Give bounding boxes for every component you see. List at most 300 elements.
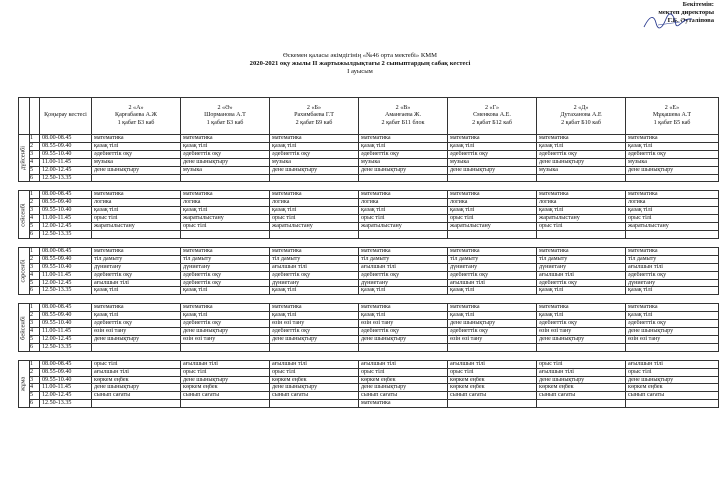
lesson-number: 5 <box>30 279 40 287</box>
subject-cell: қазақ тілі <box>448 312 537 320</box>
subject-cell: математика <box>448 247 537 255</box>
subject-cell: қазақ тілі <box>448 142 537 150</box>
subject-cell: математика <box>181 135 270 143</box>
lesson-time: 08.00-08.45 <box>40 247 92 255</box>
subject-cell: музыка <box>181 166 270 174</box>
subject-cell: жаратылыстану <box>181 215 270 223</box>
table-row <box>19 384 719 392</box>
subject-cell: өзін өзі тану <box>92 328 181 336</box>
lesson-number: 4 <box>30 384 40 392</box>
subject-cell: дүниетану <box>359 279 448 287</box>
lesson-number: 6 <box>30 287 40 295</box>
lesson-time: 11.00-11.45 <box>40 271 92 279</box>
header-class-d: 2 «Д» Дутаханова А.Е 2 қабат Б10 каб <box>537 98 626 135</box>
subject-cell <box>448 400 537 408</box>
table-row <box>19 166 719 174</box>
lesson-number: 6 <box>30 400 40 408</box>
subject-cell <box>270 230 359 238</box>
subject-cell: әдебиеттік оқу <box>181 279 270 287</box>
subject-cell <box>359 174 448 182</box>
subject-cell: қазақ тілі <box>537 207 626 215</box>
lesson-number: 3 <box>30 207 40 215</box>
subject-cell <box>537 174 626 182</box>
lesson-number: 1 <box>30 304 40 312</box>
lesson-time: 08.55-09.40 <box>40 312 92 320</box>
subject-cell: көркем еңбек <box>537 384 626 392</box>
table-row <box>19 368 719 376</box>
lesson-time: 08.55-09.40 <box>40 368 92 376</box>
table-row <box>19 142 719 150</box>
table-row <box>19 320 719 328</box>
subject-cell: математика <box>359 191 448 199</box>
lesson-number: 4 <box>30 328 40 336</box>
header-class-v: 2 «В» Аманғаева Ж. 2 қабат Б11 блок <box>359 98 448 135</box>
lesson-number: 3 <box>30 263 40 271</box>
subject-cell: математика <box>359 135 448 143</box>
subject-cell: әдебиеттік оқу <box>359 271 448 279</box>
signature-icon <box>640 13 696 31</box>
subject-cell <box>92 230 181 238</box>
subject-cell: математика <box>359 304 448 312</box>
subject-cell: математика <box>92 304 181 312</box>
subject-cell: математика <box>537 135 626 143</box>
subject-cell: ағылшын тілі <box>270 360 359 368</box>
subject-cell: математика <box>537 191 626 199</box>
subject-cell: математика <box>626 135 719 143</box>
lesson-time: 08.00-08.45 <box>40 304 92 312</box>
subject-cell: ағылшын тілі <box>537 368 626 376</box>
lesson-number: 3 <box>30 376 40 384</box>
subject-cell: орыс тілі <box>626 368 719 376</box>
subject-cell <box>626 230 719 238</box>
header-bell-cell: Қоңырау кестесі <box>40 98 92 135</box>
subject-cell: математика <box>270 191 359 199</box>
subject-cell: математика <box>359 247 448 255</box>
lesson-time: 08.55-09.40 <box>40 255 92 263</box>
day-separator <box>19 351 719 360</box>
day-name: сейсенбі <box>19 202 27 227</box>
subject-cell: математика <box>181 191 270 199</box>
lesson-number: 4 <box>30 271 40 279</box>
separator-cell <box>19 351 719 360</box>
subject-cell: логика <box>359 199 448 207</box>
subject-cell: математика <box>270 135 359 143</box>
subject-cell: дүниетану <box>537 263 626 271</box>
subject-cell: дене шынықтыру <box>537 335 626 343</box>
subject-cell: өзін өзі тану <box>270 320 359 328</box>
day-name-cell <box>19 135 30 182</box>
table-row <box>19 174 719 182</box>
subject-cell: әдебиеттік оқу <box>270 328 359 336</box>
lesson-time: 11.00-11.45 <box>40 328 92 336</box>
subject-cell: қазақ тілі <box>537 312 626 320</box>
lesson-number: 5 <box>30 335 40 343</box>
lesson-number: 5 <box>30 166 40 174</box>
subject-cell: қазақ тілі <box>92 287 181 295</box>
subject-cell: орыс тілі <box>270 215 359 223</box>
subject-cell: математика <box>181 304 270 312</box>
lesson-time: 12.50-13.35 <box>40 400 92 408</box>
lesson-time: 08.55-09.40 <box>40 199 92 207</box>
subject-cell: музыка <box>626 158 719 166</box>
schedule-body <box>19 135 719 408</box>
lesson-time: 09.55-10.40 <box>40 150 92 158</box>
subject-cell: көркем еңбек <box>626 384 719 392</box>
subject-cell: логика <box>626 199 719 207</box>
subject-cell <box>537 343 626 351</box>
subject-cell <box>448 343 537 351</box>
subject-cell: көркем еңбек <box>448 376 537 384</box>
subject-cell: дене шынықтыру <box>92 384 181 392</box>
lesson-number: 6 <box>30 343 40 351</box>
subject-cell: сынып сағаты <box>626 392 719 400</box>
subject-cell: ағылшын тілі <box>626 263 719 271</box>
table-row <box>19 247 719 255</box>
lesson-time: 12.50-13.35 <box>40 230 92 238</box>
subject-cell: әдебиеттік оқу <box>92 320 181 328</box>
table-row <box>19 376 719 384</box>
subject-cell: ағылшын тілі <box>537 271 626 279</box>
subject-cell: сынып сағаты <box>537 392 626 400</box>
subject-cell <box>270 400 359 408</box>
lesson-time: 12.00-12.45 <box>40 279 92 287</box>
subject-cell: әдебиеттік оқу <box>270 271 359 279</box>
approval-block <box>658 1 714 26</box>
subject-cell: дүниетану <box>626 279 719 287</box>
subject-cell <box>270 343 359 351</box>
header-class-e: 2 «Е» Мұқашева А.Т 1 қабат Б5 каб <box>626 98 719 135</box>
subject-cell: математика <box>270 304 359 312</box>
subject-cell: дене шынықтыру <box>181 328 270 336</box>
table-row <box>19 207 719 215</box>
subject-cell: орыс тілі <box>359 368 448 376</box>
table-row <box>19 199 719 207</box>
subject-cell: математика <box>626 247 719 255</box>
subject-cell <box>92 400 181 408</box>
subject-cell: қазақ тілі <box>181 207 270 215</box>
table-row <box>19 360 719 368</box>
subject-cell: дене шынықтыру <box>92 335 181 343</box>
table-row <box>19 328 719 336</box>
subject-cell: математика <box>92 247 181 255</box>
subject-cell: дене шынықтыру <box>537 158 626 166</box>
subject-cell: математика <box>181 247 270 255</box>
lesson-time: 08.00-08.45 <box>40 135 92 143</box>
subject-cell: математика <box>92 191 181 199</box>
subject-cell: ағылшын тілі <box>92 368 181 376</box>
subject-cell: тіл дамыту <box>270 255 359 263</box>
table-row <box>19 215 719 223</box>
subject-cell: қазақ тілі <box>537 287 626 295</box>
subject-cell: қазақ тілі <box>92 142 181 150</box>
subject-cell: орыс тілі <box>270 368 359 376</box>
lesson-time: 12.00-12.45 <box>40 166 92 174</box>
table-row <box>19 271 719 279</box>
subject-cell: көркем еңбек <box>448 384 537 392</box>
lesson-number: 5 <box>30 223 40 231</box>
subject-cell: сынып сағаты <box>92 392 181 400</box>
lesson-number: 2 <box>30 255 40 263</box>
subject-cell: әдебиеттік оқу <box>537 320 626 328</box>
day-separator <box>19 295 719 304</box>
shift-label: І ауысым <box>347 68 373 76</box>
subject-cell: орыс тілі <box>181 368 270 376</box>
day-name: бейсенбі <box>19 315 27 340</box>
subject-cell: өзін өзі тану <box>537 328 626 336</box>
subject-cell <box>626 174 719 182</box>
subject-cell: логика <box>270 199 359 207</box>
header-class-a: 2 «А» Қарғабаева А.Ж 1 қабат Б3 каб <box>92 98 181 135</box>
subject-cell: қазақ тілі <box>92 312 181 320</box>
subject-cell: ағылшын тілі <box>359 263 448 271</box>
subject-cell: логика <box>181 199 270 207</box>
table-row <box>19 400 719 408</box>
subject-cell: математика <box>270 247 359 255</box>
header-class-g: 2 «Г» Сменкова А.Е. 2 қабат Б12 каб <box>448 98 537 135</box>
table-row <box>19 255 719 263</box>
subject-cell <box>359 343 448 351</box>
table-row <box>19 312 719 320</box>
day-name-cell <box>19 247 30 294</box>
subject-cell: қазақ тілі <box>181 312 270 320</box>
subject-cell: өзін өзі тану <box>181 335 270 343</box>
lesson-time: 12.00-12.45 <box>40 335 92 343</box>
subject-cell: дене шынықтыру <box>270 166 359 174</box>
subject-cell: тіл дамыту <box>537 255 626 263</box>
lesson-number: 6 <box>30 230 40 238</box>
lesson-time: 12.00-12.45 <box>40 223 92 231</box>
subject-cell: дүниетану <box>448 263 537 271</box>
lesson-number: 2 <box>30 199 40 207</box>
subject-cell: дене шынықтыру <box>626 376 719 384</box>
lesson-time: 09.55-10.40 <box>40 376 92 384</box>
subject-cell: қазақ тілі <box>92 207 181 215</box>
subject-cell: қазақ тілі <box>626 287 719 295</box>
day-separator <box>19 238 719 247</box>
subject-cell: қазақ тілі <box>626 207 719 215</box>
document-header <box>0 52 720 76</box>
subject-cell: орыс тілі <box>92 360 181 368</box>
table-row <box>19 150 719 158</box>
table-row <box>19 263 719 271</box>
subject-cell <box>537 400 626 408</box>
subject-cell: музыка <box>537 166 626 174</box>
lesson-number: 1 <box>30 360 40 368</box>
subject-cell: дене шынықтыру <box>448 166 537 174</box>
subject-cell: қазақ тілі <box>626 142 719 150</box>
subject-cell: математика <box>626 304 719 312</box>
subject-cell: әдебиеттік оқу <box>448 271 537 279</box>
schedule-table <box>18 97 719 408</box>
school-name: Өскемен қаласы әкімдігінің «№46 орта мектебі» КММ <box>283 52 437 59</box>
subject-cell: дене шынықтыру <box>626 328 719 336</box>
subject-cell <box>626 343 719 351</box>
subject-cell: ағылшын тілі <box>448 279 537 287</box>
subject-cell: тіл дамыту <box>448 255 537 263</box>
subject-cell: ағылшын тілі <box>270 263 359 271</box>
table-row <box>19 304 719 312</box>
subject-cell <box>92 174 181 182</box>
lesson-time: 11.00-11.45 <box>40 158 92 166</box>
table-header-row <box>19 98 719 135</box>
subject-cell: көркем еңбек <box>270 376 359 384</box>
subject-cell: дене шынықтыру <box>448 320 537 328</box>
subject-cell: дене шынықтыру <box>626 166 719 174</box>
subject-cell: математика <box>537 304 626 312</box>
subject-cell: қазақ тілі <box>270 287 359 295</box>
subject-cell: әдебиеттік оқу <box>448 328 537 336</box>
subject-cell: қазақ тілі <box>448 207 537 215</box>
subject-cell: қазақ тілі <box>181 287 270 295</box>
lesson-time: 09.55-10.40 <box>40 320 92 328</box>
day-name-cell <box>19 360 30 407</box>
table-row <box>19 230 719 238</box>
subject-cell: әдебиеттік оқу <box>92 150 181 158</box>
subject-cell: әдебиеттік оқу <box>359 328 448 336</box>
lesson-number: 2 <box>30 312 40 320</box>
approval-title: Бекітемін: <box>682 1 714 8</box>
day-name: сәрсенбі <box>19 259 27 283</box>
subject-cell: қазақ тілі <box>181 142 270 150</box>
subject-cell: өзін өзі тану <box>359 320 448 328</box>
subject-cell: дүниетану <box>181 263 270 271</box>
subject-cell: музыка <box>359 158 448 166</box>
subject-cell: тіл дамыту <box>359 255 448 263</box>
table-row <box>19 135 719 143</box>
subject-cell: ағылшын тілі <box>92 279 181 287</box>
subject-cell: қазақ тілі <box>359 142 448 150</box>
subject-cell: қазақ тілі <box>270 142 359 150</box>
subject-cell: әдебиеттік оқу <box>270 150 359 158</box>
lesson-time: 12.50-13.35 <box>40 343 92 351</box>
header-class-b: 2 «Б» Рахимбаева Г.Т 2 қабат Б9 каб <box>270 98 359 135</box>
table-row <box>19 279 719 287</box>
subject-cell <box>448 174 537 182</box>
subject-cell: орыс тілі <box>92 215 181 223</box>
subject-cell: орыс тілі <box>448 215 537 223</box>
lesson-number: 1 <box>30 247 40 255</box>
header-class-ae: 2 «Ә» Шорманова А.Т 1 қабат Б3 каб <box>181 98 270 135</box>
subject-cell <box>92 343 181 351</box>
lesson-number: 4 <box>30 215 40 223</box>
subject-cell <box>626 400 719 408</box>
table-row <box>19 223 719 231</box>
subject-cell: дене шынықтыру <box>359 384 448 392</box>
subject-cell: қазақ тілі <box>359 312 448 320</box>
subject-cell: орыс тілі <box>359 215 448 223</box>
subject-cell: әдебиеттік оқу <box>181 271 270 279</box>
day-name-cell <box>19 191 30 238</box>
day-name: дүйсенбі <box>19 146 27 171</box>
approval-director-name: Г.Б. Әутәліпова <box>667 17 714 25</box>
subject-cell: әдебиеттік оқу <box>181 320 270 328</box>
subject-cell: көркем еңбек <box>92 376 181 384</box>
header-day-cell <box>19 98 30 135</box>
subject-cell: дене шынықтыру <box>359 335 448 343</box>
subject-cell: музыка <box>448 158 537 166</box>
lesson-time: 08.00-08.45 <box>40 191 92 199</box>
separator-cell <box>19 182 719 191</box>
lesson-time: 12.50-13.35 <box>40 287 92 295</box>
subject-cell: сынып сағаты <box>448 392 537 400</box>
subject-cell: көркем еңбек <box>359 376 448 384</box>
lesson-time: 12.00-12.45 <box>40 392 92 400</box>
table-row <box>19 343 719 351</box>
subject-cell: орыс тілі <box>626 215 719 223</box>
subject-cell: логика <box>92 199 181 207</box>
subject-cell: математика <box>92 135 181 143</box>
subject-cell: дене шынықтыру <box>270 384 359 392</box>
subject-cell: математика <box>448 135 537 143</box>
subject-cell: дене шынықтыру <box>92 166 181 174</box>
subject-cell: әдебиеттік оқу <box>537 279 626 287</box>
subject-cell: музыка <box>92 158 181 166</box>
lesson-time: 09.55-10.40 <box>40 263 92 271</box>
subject-cell: дүниетану <box>270 279 359 287</box>
separator-cell <box>19 295 719 304</box>
schedule-title: 2020-2021 оқу жылы ІІ жартыжылдықтағы 2 сыныптардың сабақ кестесі <box>249 60 471 68</box>
subject-cell: ағылшын тілі <box>359 360 448 368</box>
subject-cell <box>181 174 270 182</box>
subject-cell: орыс тілі <box>448 368 537 376</box>
subject-cell: орыс тілі <box>537 223 626 231</box>
subject-cell: орыс тілі <box>537 360 626 368</box>
lesson-number: 2 <box>30 368 40 376</box>
subject-cell: әдебиеттік оқу <box>448 150 537 158</box>
subject-cell: дене шынықтыру <box>537 376 626 384</box>
lesson-number: 5 <box>30 392 40 400</box>
subject-cell: жаратылыстану <box>537 215 626 223</box>
lesson-time: 09.55-10.40 <box>40 207 92 215</box>
subject-cell: қазақ тілі <box>537 142 626 150</box>
day-name-cell <box>19 304 30 351</box>
subject-cell: әдебиеттік оқу <box>537 150 626 158</box>
lesson-number: 2 <box>30 142 40 150</box>
subject-cell: жаратылыстану <box>626 223 719 231</box>
subject-cell: әдебиеттік оқу <box>181 150 270 158</box>
subject-cell <box>181 400 270 408</box>
subject-cell: дене шынықтыру <box>181 376 270 384</box>
subject-cell: жаратылыстану <box>359 223 448 231</box>
lesson-time: 08.55-09.40 <box>40 142 92 150</box>
subject-cell: әдебиеттік оқу <box>92 271 181 279</box>
lesson-number: 3 <box>30 150 40 158</box>
subject-cell <box>537 230 626 238</box>
day-name: жұма <box>19 376 27 392</box>
subject-cell: ағылшын тілі <box>181 360 270 368</box>
subject-cell: өзін өзі тану <box>448 335 537 343</box>
subject-cell: дене шынықтыру <box>359 166 448 174</box>
separator-cell <box>19 238 719 247</box>
lesson-number: 1 <box>30 191 40 199</box>
subject-cell <box>448 230 537 238</box>
approval-position: мектеп директоры <box>658 9 714 17</box>
subject-cell: сынып сағаты <box>270 392 359 400</box>
lesson-number: 1 <box>30 135 40 143</box>
subject-cell: дене шынықтыру <box>181 158 270 166</box>
table-row <box>19 158 719 166</box>
lesson-time: 12.50-13.35 <box>40 174 92 182</box>
subject-cell: математика <box>448 304 537 312</box>
subject-cell: көркем еңбек <box>181 384 270 392</box>
subject-cell: қазақ тілі <box>448 287 537 295</box>
subject-cell: дүниетану <box>92 263 181 271</box>
table-row <box>19 392 719 400</box>
subject-cell <box>270 174 359 182</box>
subject-cell <box>359 230 448 238</box>
subject-cell: ағылшын тілі <box>626 360 719 368</box>
table-row <box>19 287 719 295</box>
